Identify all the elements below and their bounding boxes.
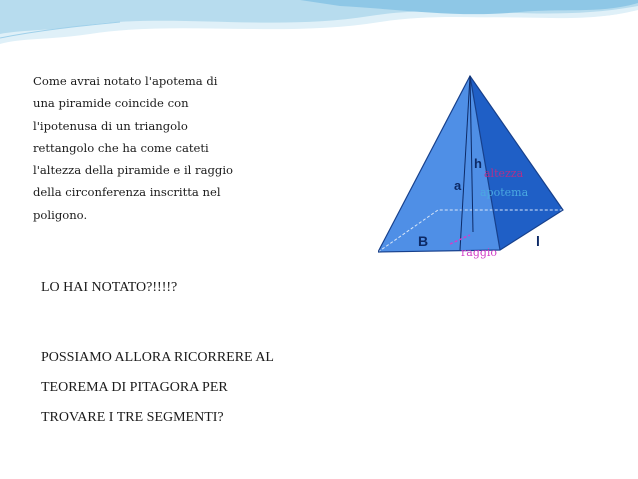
question-paragraph (41, 343, 274, 433)
intro-line: Come avrai notato l'apotema di (33, 74, 218, 88)
question-line: TROVARE I TRE SEGMENTI? (41, 410, 224, 425)
intro-line: poligono. (33, 207, 88, 222)
intro-paragraph (33, 70, 263, 226)
label-altezza: altezza (484, 167, 524, 180)
label-base-b: B (418, 233, 429, 249)
notato-heading: LO HAI NOTATO?!!!!? (41, 280, 178, 295)
intro-line: l'ipotenusa di un triangolo (33, 118, 188, 133)
question-line: POSSIAMO ALLORA RICORRERE AL (41, 350, 274, 365)
label-raggio: raggio (461, 246, 498, 259)
pyramid-figure (378, 62, 578, 280)
question-line: TEOREMA DI PITAGORA PER (41, 380, 228, 395)
label-h: h (474, 156, 482, 171)
label-apotema: apotema (480, 186, 529, 199)
header-wave-decoration (0, 0, 638, 60)
label-side-l: l (536, 233, 540, 249)
label-a: a (454, 178, 462, 193)
intro-line: della circonferenza inscritta nel (33, 185, 221, 200)
intro-line: una piramide coincide con (33, 96, 189, 111)
intro-line: rettangolo che ha come cateti (33, 140, 209, 155)
intro-line: l'altezza della piramide e il raggio (33, 163, 234, 178)
